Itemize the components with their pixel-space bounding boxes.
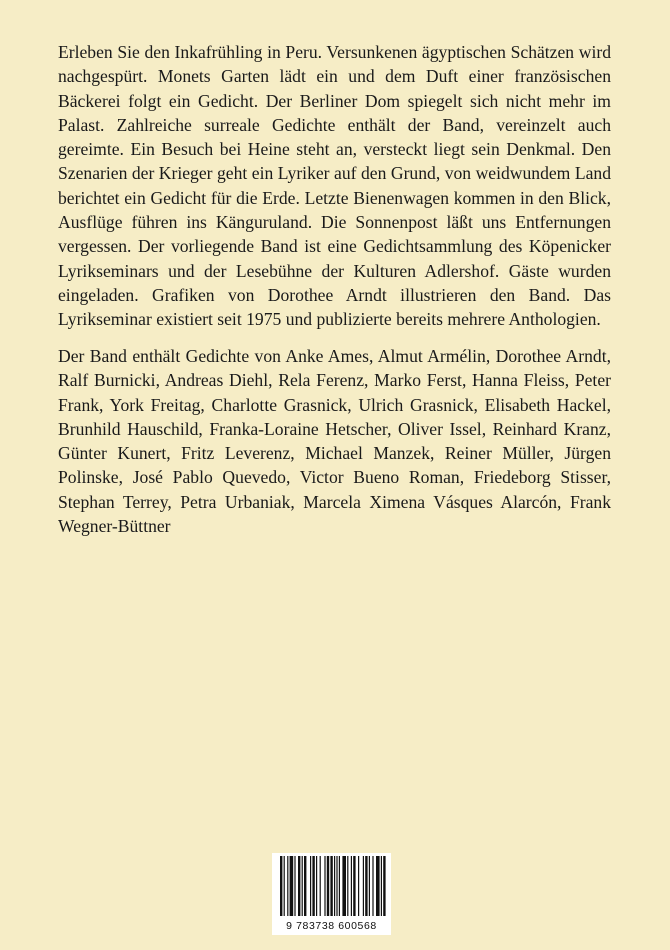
barcode-bar bbox=[294, 856, 295, 916]
isbn-number: 9 783738 600568 bbox=[286, 920, 377, 932]
contributors-text: Der Band enthält Gedichte von Anke Ames, Almut Armélin, Dorothee Arndt, Ralf Burnicki, Andreas Diehl, Rela Ferenz, Marko Ferst, Hanna Fleiss, Peter Frank, York Freitag, Charlotte Grasnick, Ulrich Grasnick, Elisabeth Hackel, Brunhild Hauschild, Franka-Loraine Hetscher, Oliver Issel, Reinhard Kranz, Günter Kunert, Fritz Leverenz, Michael Manzek, Reiner Müller, Jürgen Polinske, José Pablo Quevedo, Victor Bueno Roman, Friedeborg Stisser, Stephan Terrey, Petra Urbaniak, Marcela Ximena Vásques Alarcón, Frank Wegner-Büttner bbox=[58, 346, 611, 537]
barcode-bar bbox=[324, 856, 325, 916]
barcode-bar bbox=[330, 856, 332, 916]
barcode-bar bbox=[376, 856, 380, 916]
barcode-bar bbox=[327, 856, 329, 916]
barcode-bars bbox=[272, 853, 391, 919]
barcode-bar bbox=[336, 856, 337, 916]
barcode-bar bbox=[363, 856, 364, 916]
barcode-bar bbox=[339, 856, 340, 916]
barcode-bar bbox=[310, 856, 311, 916]
barcode-bar bbox=[320, 856, 321, 916]
barcode-bar bbox=[302, 856, 303, 916]
barcode-bar bbox=[316, 856, 317, 916]
barcode-bar bbox=[381, 856, 382, 916]
isbn-barcode bbox=[272, 853, 391, 935]
barcode-bar bbox=[334, 856, 335, 916]
description-text: Erleben Sie den Inkafrühling in Peru. Versunkenen ägyptischen Schätzen wird nachgespürt. Monets Garten lädt ein und dem Duft einer französischen Bäckerei folgt ein Gedicht. Der Berliner Dom spiegelt sich nicht mehr im Palast. Zahlreiche surreale Gedichte enthält der Band, vereinzelt auch gereimte. Ein Besuch bei Heine steht an, versteckt liegt sein Denkmal. Den Szenarien der Krieger geht ein Lyriker auf den Grund, von weidwundem Land berichtet ein Gedicht für die Erde. Letzte Bienenwagen kommen in den Blick, Ausflüge führen ins Känguruland. Die Sonnenpost läßt uns Entfernungen vergessen. Der vorliegende Band ist eine Gedichtsammlung des Köpenicker Lyrikseminars und der Lesebühne der Kulturen Adlershof. Gäste wurden eingeladen. Grafiken von Dorothee Arndt illustrieren den Band. Das Lyrikseminar existiert seit 1975 und publizierte bereits mehrere Anthologien. bbox=[58, 42, 611, 330]
barcode-bar bbox=[342, 856, 346, 916]
barcode-bar bbox=[383, 856, 385, 916]
barcode-bar bbox=[365, 856, 367, 916]
barcode-bar bbox=[280, 856, 282, 916]
barcode-bar bbox=[287, 856, 288, 916]
barcode-bar bbox=[353, 856, 355, 916]
barcode-bar bbox=[284, 856, 285, 916]
barcode-bar bbox=[351, 856, 352, 916]
barcode-bar bbox=[312, 856, 314, 916]
barcode-bar bbox=[304, 856, 306, 916]
barcode-bar bbox=[358, 856, 359, 916]
barcode-bar bbox=[369, 856, 370, 916]
barcode-bar bbox=[298, 856, 300, 916]
barcode-bar bbox=[347, 856, 348, 916]
barcode-bar bbox=[290, 856, 294, 916]
contributors-paragraph bbox=[58, 344, 611, 538]
description-paragraph bbox=[58, 40, 611, 332]
barcode-bar bbox=[372, 856, 373, 916]
